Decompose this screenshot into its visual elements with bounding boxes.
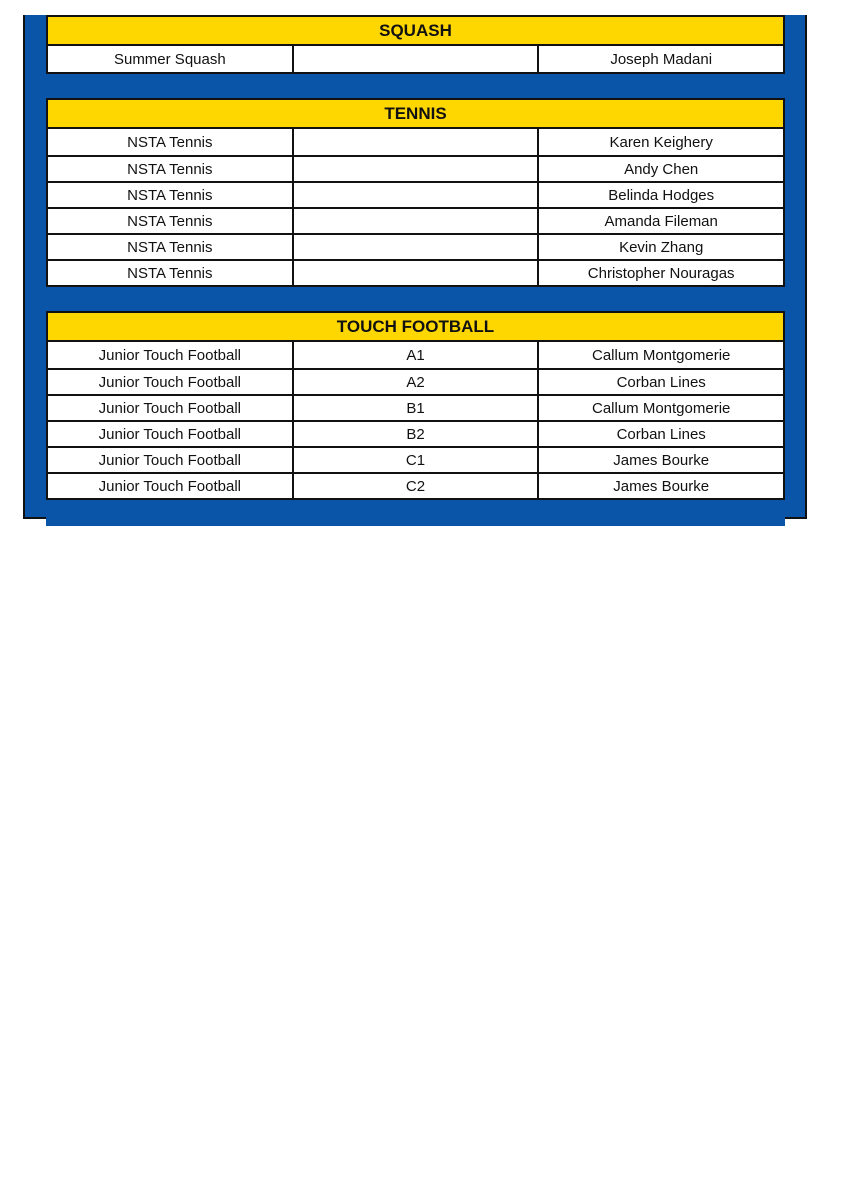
section-title-touch-football: TOUCH FOOTBALL bbox=[46, 311, 785, 342]
activity-cell: NSTA Tennis bbox=[127, 212, 213, 230]
coach-cell: Corban Lines bbox=[537, 422, 783, 446]
table-row bbox=[46, 474, 785, 500]
activity-cell: NSTA Tennis bbox=[127, 186, 213, 204]
table-row bbox=[46, 261, 785, 287]
activity-cell: Junior Touch Football bbox=[98, 399, 241, 417]
team-cell bbox=[292, 261, 538, 285]
coach-cell: Joseph Madani bbox=[537, 46, 783, 72]
table-row bbox=[46, 448, 785, 474]
coach-cell: Callum Montgomerie bbox=[537, 396, 783, 420]
activity-cell: NSTA Tennis bbox=[127, 264, 213, 282]
section-spacer bbox=[46, 74, 785, 98]
table-row bbox=[46, 183, 785, 209]
coach-cell: Kevin Zhang bbox=[537, 235, 783, 259]
coach-cell: Belinda Hodges bbox=[537, 183, 783, 207]
team-cell: B2 bbox=[292, 422, 538, 446]
section-title-tennis: TENNIS bbox=[46, 98, 785, 129]
team-cell: A1 bbox=[292, 342, 538, 368]
section-title-squash: SQUASH bbox=[46, 15, 785, 46]
coach-cell: James Bourke bbox=[537, 448, 783, 472]
team-cell bbox=[292, 157, 538, 181]
activity-cell: Junior Touch Football bbox=[98, 477, 241, 495]
table-row bbox=[46, 209, 785, 235]
activity-cell: NSTA Tennis bbox=[127, 133, 213, 151]
table-row bbox=[46, 370, 785, 396]
section-spacer bbox=[46, 287, 785, 311]
activity-cell: Junior Touch Football bbox=[98, 373, 241, 391]
table-row bbox=[46, 342, 785, 370]
coach-cell: Amanda Fileman bbox=[537, 209, 783, 233]
activity-cell: Junior Touch Football bbox=[98, 451, 241, 469]
coach-cell: Karen Keighery bbox=[537, 129, 783, 155]
activity-cell: NSTA Tennis bbox=[127, 160, 213, 178]
team-cell bbox=[292, 129, 538, 155]
table-row bbox=[46, 422, 785, 448]
activity-cell: Junior Touch Football bbox=[98, 346, 241, 364]
team-cell: C1 bbox=[292, 448, 538, 472]
coach-cell: Andy Chen bbox=[537, 157, 783, 181]
activity-cell: Junior Touch Football bbox=[98, 425, 241, 443]
table-row bbox=[46, 157, 785, 183]
table-row bbox=[46, 235, 785, 261]
team-cell: C2 bbox=[292, 474, 538, 498]
activity-cell: NSTA Tennis bbox=[127, 238, 213, 256]
table-row bbox=[46, 46, 785, 74]
table-row bbox=[46, 129, 785, 157]
team-cell bbox=[292, 235, 538, 259]
sports-table bbox=[46, 15, 785, 526]
team-cell: A2 bbox=[292, 370, 538, 394]
team-cell bbox=[292, 183, 538, 207]
team-cell: B1 bbox=[292, 396, 538, 420]
team-cell bbox=[292, 46, 538, 72]
table-row bbox=[46, 396, 785, 422]
section-spacer bbox=[46, 500, 785, 526]
activity-cell: Summer Squash bbox=[113, 50, 226, 68]
coach-cell: Callum Montgomerie bbox=[537, 342, 783, 368]
coach-cell: James Bourke bbox=[537, 474, 783, 498]
team-cell bbox=[292, 209, 538, 233]
coach-cell: Christopher Nouragas bbox=[537, 261, 783, 285]
coach-cell: Corban Lines bbox=[537, 370, 783, 394]
